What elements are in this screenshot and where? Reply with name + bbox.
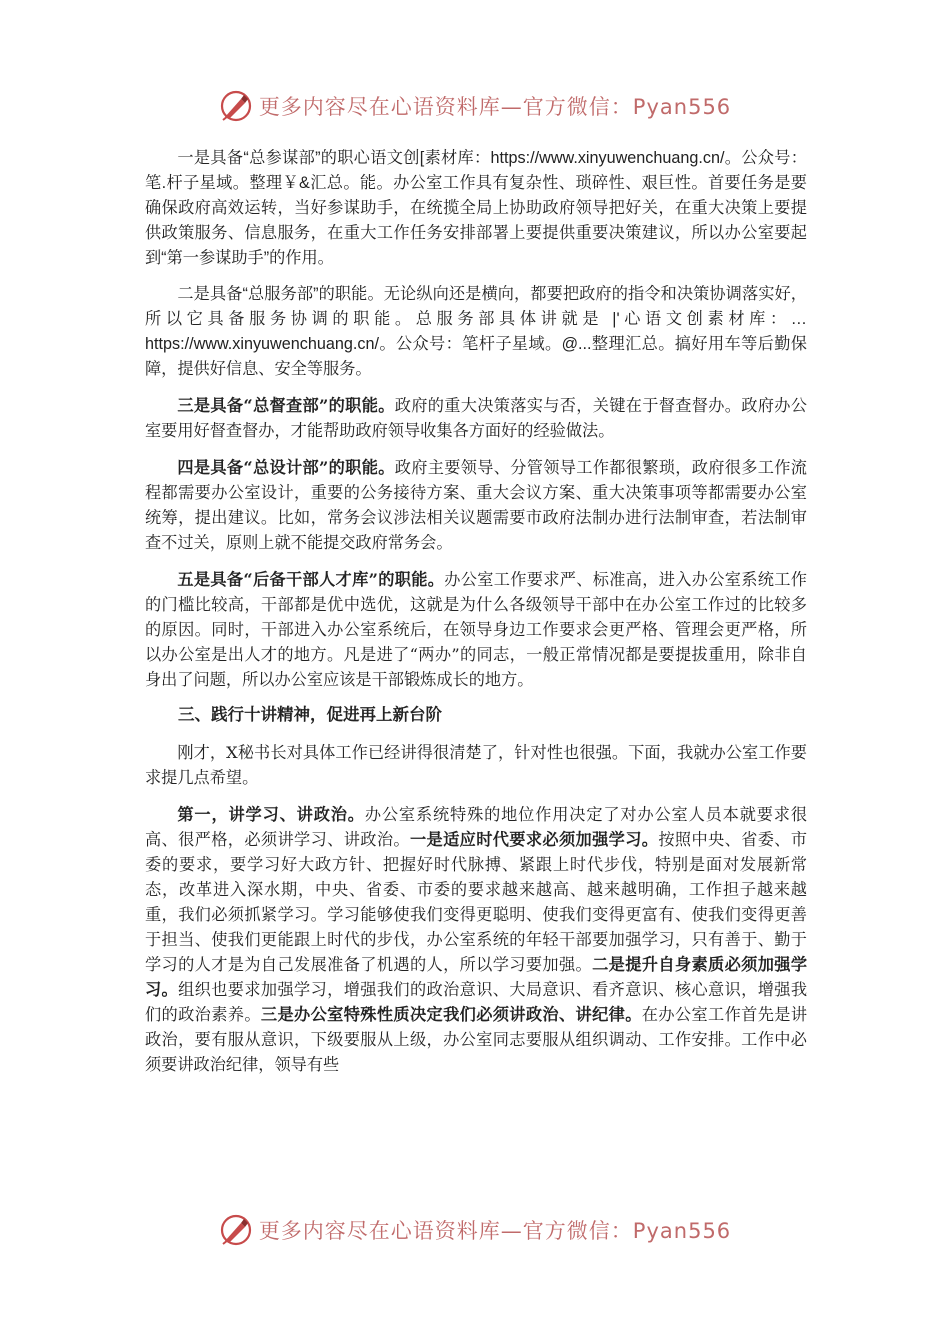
paragraph-3-text: 政府的重大决策落实与否，关键在于督查督办。政府办公室要用好督查督办，才能帮助政府领导收集各方面好的经验做法。 [145, 396, 807, 440]
paragraph-5 [145, 567, 807, 692]
paragraph-7-lead-3: 二是提升自身素质必须加强学习。 [145, 955, 808, 999]
banner-text: 更多内容尽在心语资料库—官方微信：Pyan556 [258, 95, 732, 119]
pen-logo-icon [219, 89, 253, 123]
paragraph-7-lead-4: 三是办公室特殊性质决定我们必须讲政治、讲纪律。 [260, 1005, 642, 1024]
paragraph-6: 刚才，X秘书长对具体工作已经讲得很清楚了，针对性也很强。下面，我就办公室工作要求提几点希望。 [145, 743, 807, 787]
header-banner [0, 84, 950, 128]
paragraph-7-text-3: 组织也要求加强学习，增强我们的政治意识、大局意识、看齐意识、核心意识，增强我们的政治素养。 [145, 980, 808, 1024]
document-body [145, 146, 807, 1077]
paragraph-7-text-2: 按照中央、省委、市委的要求，要学习好大政方针、把握好时代脉搏、紧跟上时代步伐，特别是面对发展新常态，改革进入深水期，中央、省委、市委的要求越来越高、越来越明确，工作担子越来越重，我们必须抓紧学习。学习能够使我们变得更聪明、使我们变得更富有、使我们变得更善于担当、使我们更能跟上时代的步伐，办公室系统的年轻干部要加强学习，只有善于、勤于学习的人才是为自己发展准备了机遇的人，所以学习要加强。 [145, 830, 808, 974]
pen-logo-icon [219, 1213, 253, 1247]
paragraph-7 [145, 802, 807, 1077]
banner-text: 更多内容尽在心语资料库—官方微信：Pyan556 [258, 1219, 732, 1243]
paragraph-2: 二是具备“总服务部”的职能。无论纵向还是横向，都要把政府的指令和决策协调落实好，所以它具备服务协调的职能。总服务部具体讲就是 |'心语文创素材库：…https://www.xinyuwenchuang.cn/。公众号：笔杆子星域。@...整理汇总。搞好用车等后勤保障，提供好信息、安全等服务。 [145, 285, 807, 378]
paragraph-4-lead: 四是具备“总设计部”的职能。 [177, 458, 395, 477]
paragraph-7-lead-2: 一是适应时代要求必须加强学习。 [409, 830, 659, 849]
paragraph-1: 一是具备“总参谋部”的职心语文创[素材库：https://www.xinyuwenchuang.cn/。公众号：笔.杆子星域。整理￥&汇总。能。办公室工作具有复杂性、琐碎性、艰巨性。首要任务是要确保政府高效运转，当好参谋助手，在统揽全局上协助政府领导把好关，在重大决策上要提供政策服务、信息服务，在重大工作任务安排部署上要提供重要决策建议，所以办公室要起到“第一参谋助手”的作用。 [145, 149, 807, 267]
paragraph-3 [145, 393, 807, 443]
paragraph-5-text: 办公室工作要求严、标准高，进入办公室系统工作的门槛比较高，干部都是优中选优，这就是为什么各级领导干部中在办公室工作过的比较多的原因。同时，干部进入办公室系统后，在领导身边工作要求会更严格、管理会更严格，所以办公室是出人才的地方。凡是进了“两办”的同志，一般正常情况都是要提拔重用，除非自身出了问题，所以办公室应该是干部锻炼成长的地方。 [145, 570, 807, 689]
paragraph-3-lead: 三是具备“总督查部”的职能。 [177, 396, 395, 415]
paragraph-5-lead: 五是具备“后备干部人才库”的职能。 [177, 570, 445, 589]
paragraph-4 [145, 455, 807, 555]
footer-banner [0, 1208, 950, 1252]
paragraph-4-text: 政府主要领导、分管领导工作都很繁琐，政府很多工作流程都需要办公室设计，重要的公务接待方案、重大会议方案、重大决策事项等都需要办公室统筹，提出建议。比如，常务会议涉法相关议题需要市政府法制办进行法制审查，若法制审查不过关，原则上就不能提交政府常务会。 [145, 458, 807, 552]
section-heading: 三、践行十讲精神，促进再上新台阶 [178, 706, 442, 724]
paragraph-7-text-4: 在办公室工作首先是讲政治，要有服从意识，下级要服从上级，办公室同志要服从组织调动、工作安排。工作中必须要讲政治纪律，领导有些 [145, 1005, 808, 1074]
paragraph-7-text-1: 办公室系统特殊的地位作用决定了对办公室人员本就要求很高、很严格，必须讲学习、讲政治。 [145, 805, 808, 849]
paragraph-7-lead-1: 第一，讲学习、讲政治。 [177, 805, 365, 824]
